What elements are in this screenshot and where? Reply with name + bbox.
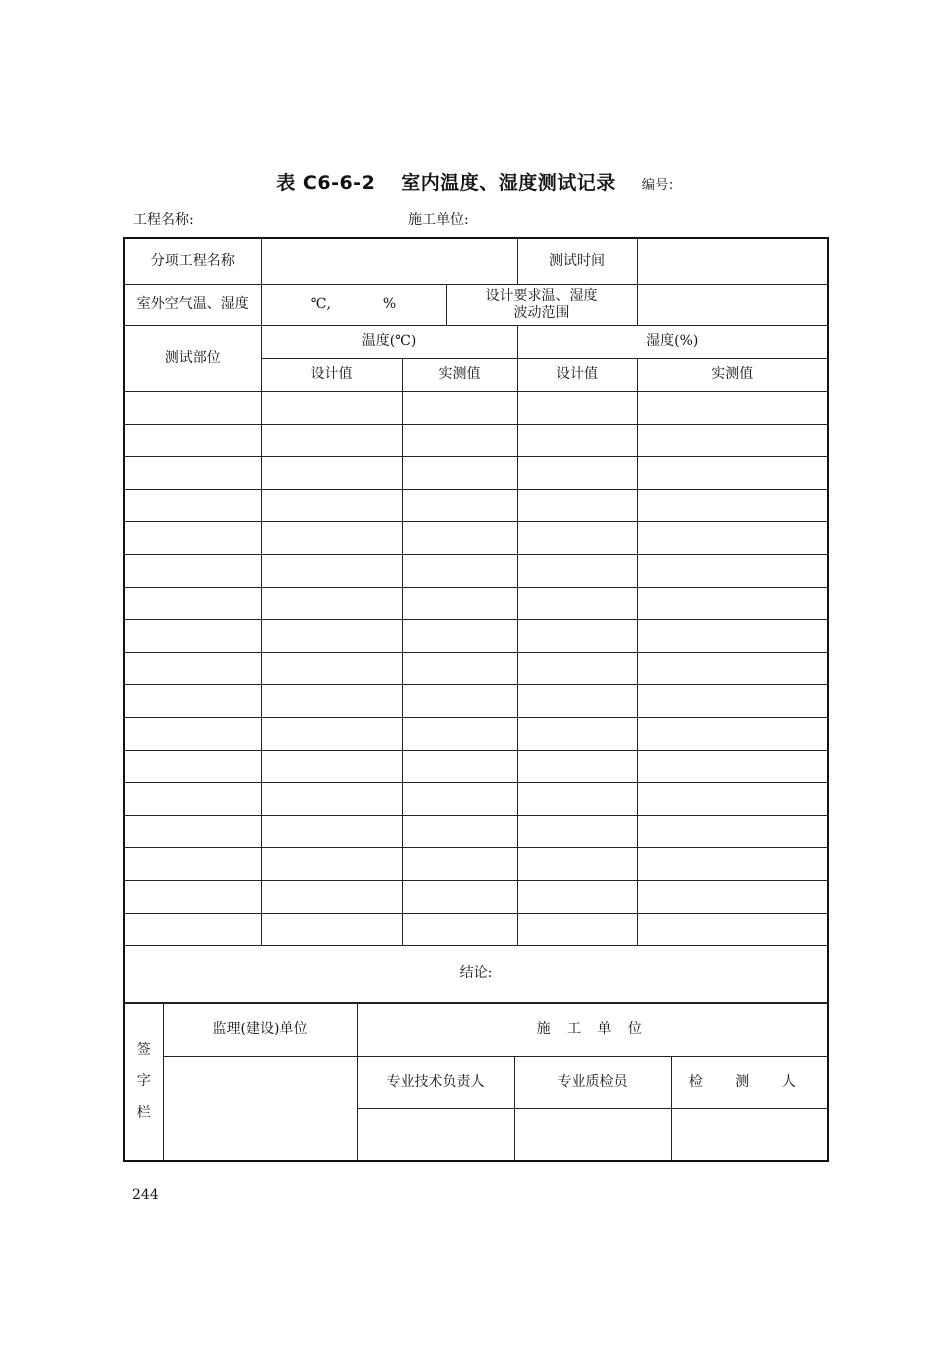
humidity-design-cell[interactable] [517, 620, 637, 653]
humidity-measured-cell[interactable] [637, 652, 828, 685]
quality-inspector-signature[interactable] [514, 1109, 671, 1161]
sub-project-label: 分项工程名称 [124, 238, 261, 285]
celsius-unit: ℃, [310, 296, 331, 313]
temp-measured-cell[interactable] [402, 620, 517, 653]
temp-design-cell[interactable] [261, 848, 402, 881]
temp-measured-cell[interactable] [402, 880, 517, 913]
temp-design-cell[interactable] [261, 815, 402, 848]
location-cell[interactable] [124, 783, 261, 816]
humidity-design-cell[interactable] [517, 913, 637, 946]
temp-measured-label: 实测值 [402, 359, 517, 392]
location-cell[interactable] [124, 522, 261, 555]
table-row [124, 848, 828, 881]
humidity-measured-cell[interactable] [637, 587, 828, 620]
sig-char-3: 栏 [136, 1104, 151, 1121]
temp-measured-cell[interactable] [402, 652, 517, 685]
table-row [124, 815, 828, 848]
location-cell[interactable] [124, 489, 261, 522]
temp-design-cell[interactable] [261, 750, 402, 783]
temp-measured-cell[interactable] [402, 783, 517, 816]
table-row [124, 392, 828, 425]
record-table [123, 237, 829, 1162]
sub-project-value[interactable] [261, 238, 517, 285]
design-range-line2: 波动范围 [513, 305, 570, 321]
temp-design-cell[interactable] [261, 522, 402, 555]
humidity-measured-cell[interactable] [637, 685, 828, 718]
design-range-value[interactable] [637, 285, 828, 326]
test-time-label: 测试时间 [517, 238, 637, 285]
humidity-design-cell[interactable] [517, 587, 637, 620]
table-row [124, 880, 828, 913]
location-cell[interactable] [124, 652, 261, 685]
humidity-measured-cell[interactable] [637, 457, 828, 490]
location-cell[interactable] [124, 848, 261, 881]
humidity-design-cell[interactable] [517, 457, 637, 490]
location-cell[interactable] [124, 913, 261, 946]
tester-signature[interactable] [671, 1109, 827, 1161]
table-row [124, 750, 828, 783]
humidity-design-cell[interactable] [517, 424, 637, 457]
humidity-measured-cell[interactable] [637, 392, 828, 425]
temp-design-cell[interactable] [261, 685, 402, 718]
humidity-design-cell[interactable] [517, 652, 637, 685]
location-cell[interactable] [124, 880, 261, 913]
tester-label: 检 测 人 [671, 1057, 827, 1109]
page-number: 244 [132, 1187, 159, 1203]
humidity-design-cell[interactable] [517, 489, 637, 522]
temp-measured-cell[interactable] [402, 457, 517, 490]
temp-design-label: 设计值 [261, 359, 402, 392]
temp-design-cell[interactable] [261, 913, 402, 946]
construction-unit-label: 施工单位: [408, 212, 469, 228]
percent-unit: % [382, 296, 397, 313]
location-cell[interactable] [124, 392, 261, 425]
humidity-measured-cell[interactable] [637, 554, 828, 587]
construction-unit-sig-label: 施 工 单 位 [357, 1004, 827, 1057]
temp-design-cell[interactable] [261, 880, 402, 913]
location-cell[interactable] [124, 750, 261, 783]
design-range-label [446, 285, 637, 326]
location-cell[interactable] [124, 620, 261, 653]
humidity-design-cell[interactable] [517, 554, 637, 587]
humidity-measured-cell[interactable] [637, 880, 828, 913]
humidity-design-cell[interactable] [517, 392, 637, 425]
humidity-design-cell[interactable] [517, 685, 637, 718]
sig-char-2: 字 [136, 1073, 151, 1090]
temp-design-cell[interactable] [261, 620, 402, 653]
humidity-design-cell[interactable] [517, 522, 637, 555]
humidity-design-label: 设计值 [517, 359, 637, 392]
sig-char-1: 签 [136, 1041, 151, 1058]
humidity-design-cell[interactable] [517, 783, 637, 816]
humidity-measured-cell[interactable] [637, 750, 828, 783]
table-row [124, 913, 828, 946]
number-label: 编号: [641, 178, 674, 193]
humidity-measured-cell[interactable] [637, 913, 828, 946]
humidity-design-cell[interactable] [517, 815, 637, 848]
temp-design-cell[interactable] [261, 554, 402, 587]
temp-design-cell[interactable] [261, 783, 402, 816]
humidity-measured-cell[interactable] [637, 620, 828, 653]
test-time-value[interactable] [637, 238, 828, 285]
humidity-measured-cell[interactable] [637, 717, 828, 750]
humidity-measured-cell[interactable] [637, 489, 828, 522]
location-cell[interactable] [124, 587, 261, 620]
humidity-design-cell[interactable] [517, 750, 637, 783]
humidity-measured-cell[interactable] [637, 815, 828, 848]
temp-design-cell[interactable] [261, 652, 402, 685]
form-title-text: 室内温度、湿度测试记录 [401, 172, 616, 194]
location-cell[interactable] [124, 424, 261, 457]
tech-lead-label: 专业技术负责人 [357, 1057, 514, 1109]
table-row [124, 685, 828, 718]
table-row [124, 783, 828, 816]
outdoor-value[interactable] [261, 285, 446, 326]
quality-inspector-label: 专业质检员 [514, 1057, 671, 1109]
supervision-label: 监理(建设)单位 [163, 1004, 357, 1057]
table-row [124, 717, 828, 750]
humidity-label: 湿度(%) [517, 326, 828, 359]
temp-design-cell[interactable] [261, 489, 402, 522]
temp-design-cell[interactable] [261, 587, 402, 620]
temp-measured-cell[interactable] [402, 522, 517, 555]
temp-design-cell[interactable] [261, 392, 402, 425]
humidity-measured-cell[interactable] [637, 522, 828, 555]
table-row [124, 587, 828, 620]
humidity-measured-label: 实测值 [637, 359, 828, 392]
table-row [124, 522, 828, 555]
temp-measured-cell[interactable] [402, 717, 517, 750]
temp-measured-cell[interactable] [402, 815, 517, 848]
conclusion-cell[interactable] [124, 946, 828, 1003]
table-row [124, 620, 828, 653]
project-name-label: 工程名称: [133, 212, 194, 228]
temp-measured-cell[interactable] [402, 424, 517, 457]
temp-design-cell[interactable] [261, 717, 402, 750]
table-row [124, 424, 828, 457]
temp-measured-cell[interactable] [402, 392, 517, 425]
humidity-design-cell[interactable] [517, 848, 637, 881]
location-cell[interactable] [124, 717, 261, 750]
location-cell[interactable] [124, 457, 261, 490]
signature-table [125, 1003, 827, 1160]
temp-measured-cell[interactable] [402, 587, 517, 620]
tech-lead-signature[interactable] [357, 1109, 514, 1161]
design-range-line1: 设计要求温、湿度 [485, 287, 598, 304]
temp-measured-cell[interactable] [402, 848, 517, 881]
humidity-measured-cell[interactable] [637, 783, 828, 816]
humidity-measured-cell[interactable] [637, 424, 828, 457]
table-row [124, 652, 828, 685]
signature-column-label [125, 1004, 163, 1161]
temp-measured-cell[interactable] [402, 685, 517, 718]
form-title [0, 168, 950, 195]
table-row [124, 457, 828, 490]
table-code: 表 C6-6-2 [276, 172, 376, 194]
temp-measured-cell[interactable] [402, 489, 517, 522]
conclusion-label: 结论: [459, 965, 493, 982]
temp-measured-cell[interactable] [402, 913, 517, 946]
location-cell[interactable] [124, 815, 261, 848]
outdoor-label: 室外空气温、湿度 [124, 285, 261, 326]
temp-design-cell[interactable] [261, 424, 402, 457]
table-row [124, 554, 828, 587]
table-row [124, 489, 828, 522]
humidity-design-cell[interactable] [517, 717, 637, 750]
temp-measured-cell[interactable] [402, 750, 517, 783]
test-location-label: 测试部位 [124, 326, 261, 392]
humidity-measured-cell[interactable] [637, 848, 828, 881]
location-cell[interactable] [124, 685, 261, 718]
temp-measured-cell[interactable] [402, 554, 517, 587]
location-cell[interactable] [124, 554, 261, 587]
humidity-design-cell[interactable] [517, 880, 637, 913]
temperature-label: 温度(℃) [261, 326, 517, 359]
temp-design-cell[interactable] [261, 457, 402, 490]
supervision-signature[interactable] [163, 1057, 357, 1161]
